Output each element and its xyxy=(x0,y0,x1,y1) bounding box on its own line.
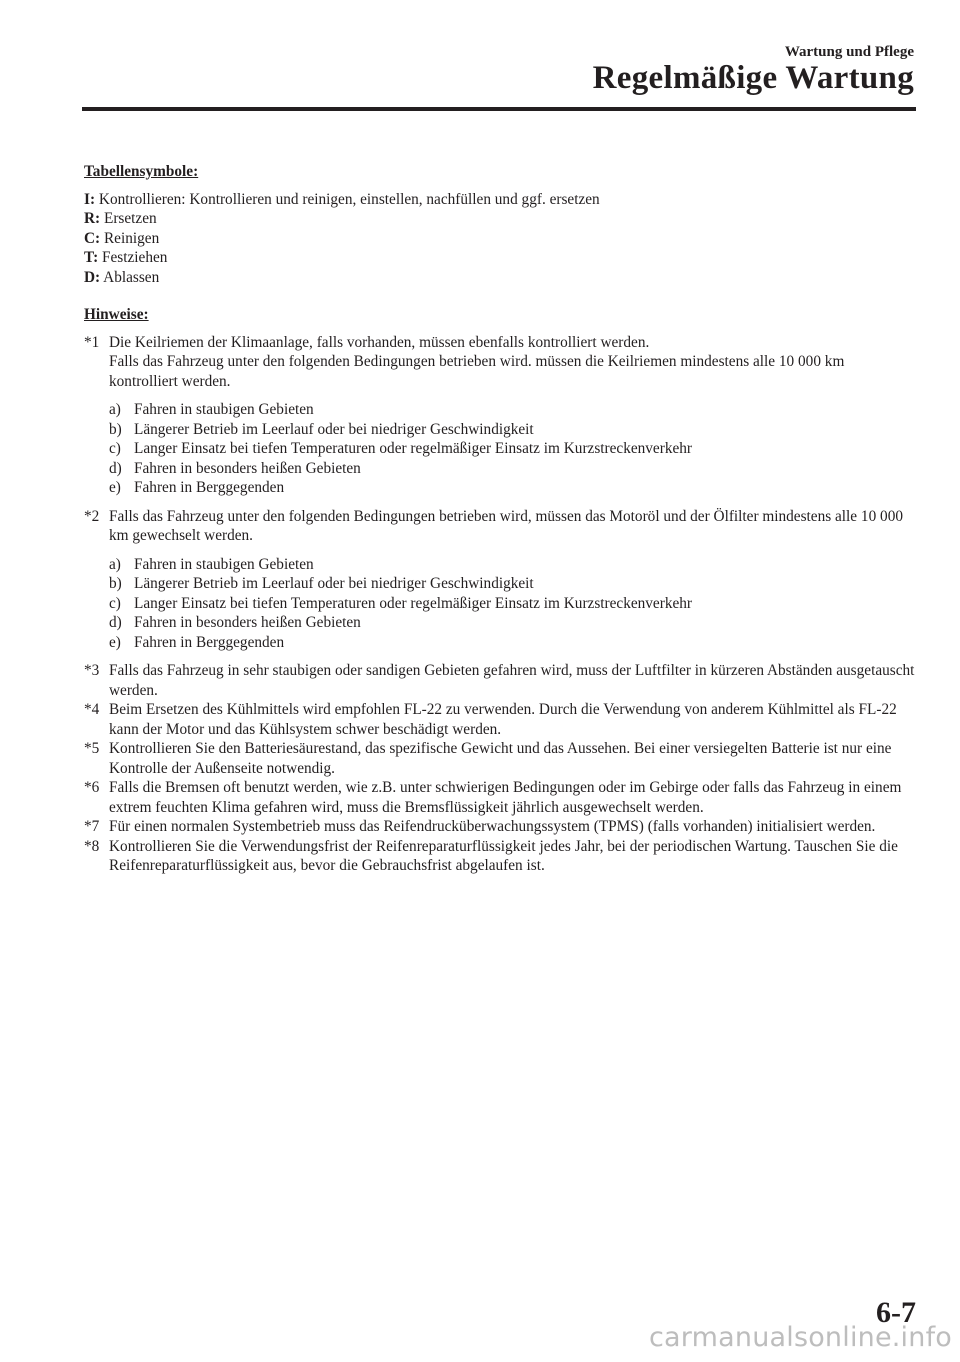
symbol-item xyxy=(84,248,916,268)
condition-letter: a) xyxy=(109,555,121,573)
symbol-item xyxy=(84,190,916,210)
condition-text: Längerer Betrieb im Leerlauf oder bei niedriger Geschwindigkeit xyxy=(134,575,534,592)
note-body xyxy=(109,507,916,653)
condition-letter: b) xyxy=(109,575,122,592)
note-item xyxy=(84,507,916,653)
symbol-item xyxy=(84,229,916,249)
condition-text: Längerer Betrieb im Leerlauf oder bei niedriger Geschwindigkeit xyxy=(134,420,534,438)
condition-text: Fahren in besonders heißen Gebieten xyxy=(134,614,361,631)
note-mark: *8 xyxy=(84,837,100,855)
symbol-item xyxy=(84,209,916,229)
condition-letter: e) xyxy=(109,633,121,651)
note-text: Beim Ersetzen des Kühlmittels wird empfohlen FL-22 zu verwenden. Durch die Verwendung von anderem Kühlmittel als FL-22 kann der Motor und das Kühlsystem schwer beschädigt werden. xyxy=(109,701,897,738)
note-mark: *1 xyxy=(84,333,100,351)
condition-letter: d) xyxy=(109,614,122,631)
condition-letter: e) xyxy=(109,479,121,496)
note-item xyxy=(84,837,916,876)
condition-text: Langer Einsatz bei tiefen Temperaturen oder regelmäßiger Einsatz im Kurzstreckenverkehr xyxy=(134,594,692,612)
note-text-continued: Falls das Fahrzeug unter den folgenden Bedingungen betrieben wird. müssen die Keilriemen mindestens alle 10 000 km kontrolliert werden. xyxy=(109,353,845,390)
notes-heading: Hinweise: xyxy=(84,306,149,323)
note-item xyxy=(84,778,916,817)
symbol-key: C: xyxy=(84,229,101,247)
condition-list xyxy=(109,555,916,653)
page-content xyxy=(84,162,916,876)
note-text: Kontrollieren Sie die Verwendungsfrist der Reifenreparaturflüssigkeit jedes Jahr, bei der periodischen Wartung. Tauschen Sie die Reifenreparaturflüssigkeit aus, bevor die Gebrauchsfrist abgelaufen ist. xyxy=(109,837,898,874)
note-text: Kontrollieren Sie den Batteriesäurestand, das spezifische Gewicht und das Aussehen. Bei einer versiegelten Batterie ist nur eine Kontrolle der Außenseite notwendig. xyxy=(109,740,892,777)
note-mark: *6 xyxy=(84,779,100,796)
condition-text: Fahren in Berggegenden xyxy=(134,633,285,651)
symbol-text: Ersetzen xyxy=(103,210,157,227)
note-text: Die Keilriemen der Klimaanlage, falls vorhanden, müssen ebenfalls kontrolliert werden. xyxy=(109,333,650,351)
watermark: carmanualsonline.info xyxy=(649,1322,952,1353)
note-mark: *5 xyxy=(84,740,100,757)
condition-item xyxy=(109,574,916,594)
note-text: Falls die Bremsen oft benutzt werden, wie z.B. unter schwierigen Bedingungen oder im Gebirge oder falls das Fahrzeug in einem extrem feuchten Klima gefahren wird, muss die Bremsflüssigkeit jährlich ausgewechselt werden. xyxy=(109,779,902,816)
condition-letter: d) xyxy=(109,459,122,477)
note-text: Für einen normalen Systembetrieb muss das Reifendrucküberwachungssystem (TPMS) (falls vorhanden) initialisiert werden. xyxy=(109,818,876,835)
symbol-key: D: xyxy=(84,268,101,286)
condition-text: Fahren in staubigen Gebieten xyxy=(134,555,314,573)
symbol-item xyxy=(84,268,916,288)
condition-text: Fahren in staubigen Gebieten xyxy=(134,401,314,418)
condition-item xyxy=(109,613,916,633)
condition-item xyxy=(109,594,916,614)
note-item xyxy=(84,661,916,700)
note-text: Falls das Fahrzeug unter den folgenden Bedingungen betrieben wird, müssen das Motoröl und der Ölfilter mindestens alle 10 000 km gewechselt werden. xyxy=(109,507,903,544)
condition-letter: b) xyxy=(109,420,122,438)
condition-item xyxy=(109,400,916,420)
note-mark: *7 xyxy=(84,818,100,835)
condition-item xyxy=(109,633,916,653)
note-item xyxy=(84,739,916,778)
condition-list xyxy=(109,400,916,498)
condition-item xyxy=(109,478,916,498)
note-mark: *2 xyxy=(84,507,100,525)
symbols-list xyxy=(84,190,916,288)
note-text: Falls das Fahrzeug in sehr staubigen oder sandigen Gebieten gefahren wird, muss der Luftfilter in kürzeren Abständen ausgetauscht werden. xyxy=(109,662,915,699)
note-item xyxy=(84,333,916,498)
note-mark: *3 xyxy=(84,662,100,679)
symbols-heading: Tabellensymbole: xyxy=(84,163,199,180)
symbol-text: Reinigen xyxy=(103,229,160,247)
condition-item xyxy=(109,555,916,575)
symbol-key: R: xyxy=(84,210,101,227)
symbol-text: Ablassen xyxy=(103,268,160,286)
page-title: Regelmäßige Wartung xyxy=(592,60,914,96)
condition-letter: c) xyxy=(109,594,121,612)
condition-letter: a) xyxy=(109,401,121,418)
condition-item xyxy=(109,439,916,459)
section-title: Wartung und Pflege xyxy=(784,44,914,60)
page-number: 6-7 xyxy=(876,1296,916,1329)
symbol-text: Festziehen xyxy=(102,249,168,266)
note-item xyxy=(84,817,916,837)
condition-item xyxy=(109,420,916,440)
condition-letter: c) xyxy=(109,440,121,457)
condition-text: Fahren in Berggegenden xyxy=(134,479,285,496)
condition-item xyxy=(109,459,916,479)
header-divider xyxy=(82,107,916,111)
symbol-text: Kontrollieren: Kontrollieren und reinigen, einstellen, nachfüllen und ggf. ersetzen xyxy=(98,190,600,208)
note-body xyxy=(109,333,916,498)
symbol-key: I: xyxy=(84,190,96,208)
condition-text: Fahren in besonders heißen Gebieten xyxy=(134,459,361,477)
symbol-key: T: xyxy=(84,249,99,266)
note-mark: *4 xyxy=(84,701,100,718)
note-item xyxy=(84,700,916,739)
condition-text: Langer Einsatz bei tiefen Temperaturen oder regelmäßiger Einsatz im Kurzstreckenverkehr xyxy=(134,440,692,457)
